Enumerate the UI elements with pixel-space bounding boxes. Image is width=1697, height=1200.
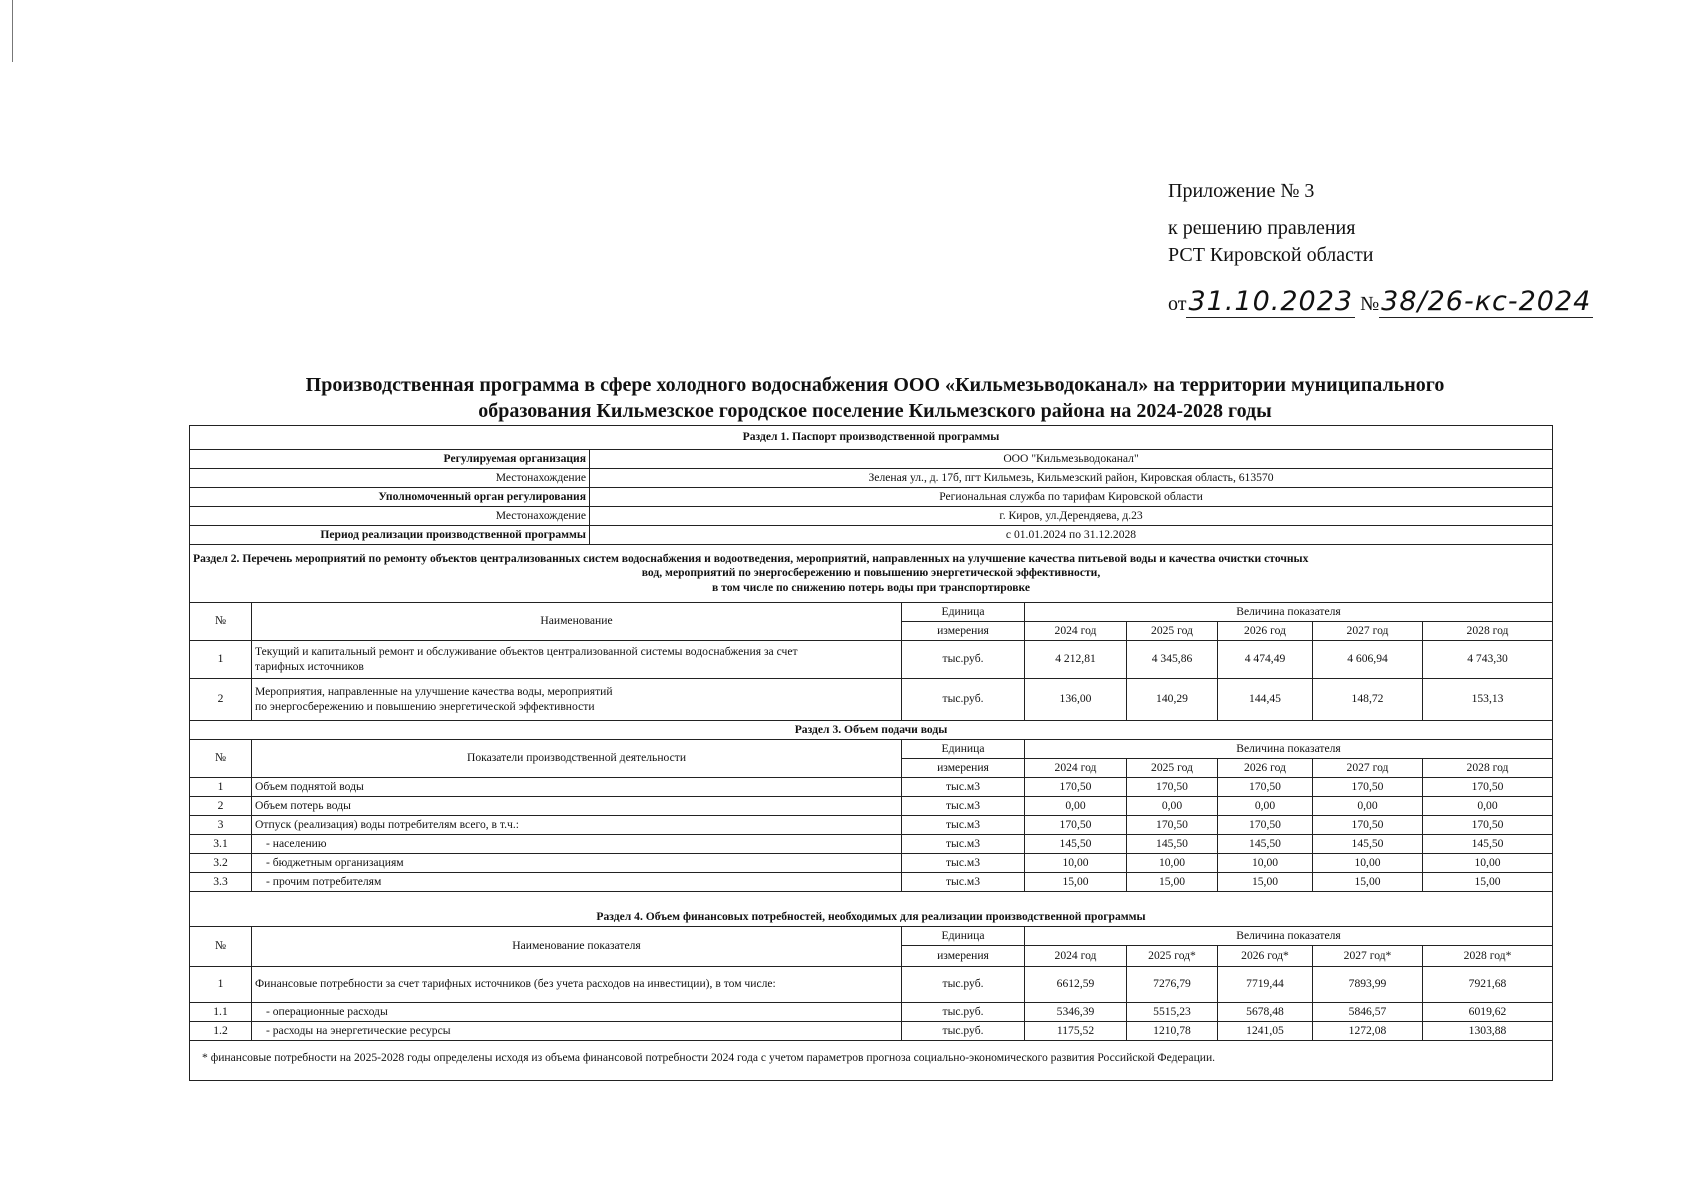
row-value: 4 212,81 bbox=[1025, 641, 1127, 679]
column-year: 2026 год bbox=[1218, 622, 1313, 641]
table-row bbox=[190, 778, 1553, 797]
column-year: 2028 год bbox=[1423, 759, 1553, 778]
passport-row bbox=[190, 526, 1553, 545]
row-unit: тыс.м3 bbox=[902, 816, 1025, 835]
row-value: 170,50 bbox=[1423, 778, 1553, 797]
column-name: Наименование bbox=[252, 603, 902, 641]
column-year: 2027 год bbox=[1313, 759, 1423, 778]
column-year: 2027 год* bbox=[1313, 946, 1423, 967]
row-value: 7719,44 bbox=[1218, 967, 1313, 1003]
column-year: 2027 год bbox=[1313, 622, 1423, 641]
passport-row bbox=[190, 507, 1553, 526]
row-value: 10,00 bbox=[1423, 854, 1553, 873]
table-row bbox=[190, 679, 1553, 721]
row-value: 0,00 bbox=[1218, 797, 1313, 816]
row-name-line-2: по энергосбережению и повышению энергетической эффективности bbox=[255, 699, 595, 713]
row-unit: тыс.м3 bbox=[902, 873, 1025, 892]
table-row bbox=[190, 967, 1553, 1003]
passport-row bbox=[190, 450, 1553, 469]
column-year: 2028 год* bbox=[1423, 946, 1553, 967]
row-name: Объем потерь воды bbox=[252, 797, 902, 816]
section4-header-row bbox=[190, 927, 1553, 946]
row-value: 170,50 bbox=[1025, 778, 1127, 797]
handwritten-date: 31.10.2023 bbox=[1188, 286, 1354, 317]
table-row bbox=[190, 873, 1553, 892]
passport-label: Период реализации производственной программы bbox=[190, 526, 590, 545]
passport-value: с 01.01.2024 по 31.12.2028 bbox=[590, 526, 1553, 545]
column-unit-line-1: Единица bbox=[902, 603, 1025, 622]
row-value: 4 606,94 bbox=[1313, 641, 1423, 679]
column-value: Величина показателя bbox=[1025, 603, 1553, 622]
column-year: 2025 год bbox=[1127, 622, 1218, 641]
row-number: 3.3 bbox=[190, 873, 252, 892]
passport-value: Зеленая ул., д. 17б, пгт Кильмезь, Кильмезский район, Кировская область, 613570 bbox=[590, 469, 1553, 488]
row-value: 170,50 bbox=[1127, 816, 1218, 835]
row-name-line-1: Мероприятия, направленные на улучшение качества воды, мероприятий bbox=[255, 685, 613, 699]
row-number: 1 bbox=[190, 967, 252, 1003]
row-number: 1 bbox=[190, 778, 252, 797]
section4-heading-row bbox=[190, 892, 1553, 927]
section2-header-row bbox=[190, 603, 1553, 622]
column-year: 2024 год bbox=[1025, 759, 1127, 778]
row-value: 10,00 bbox=[1313, 854, 1423, 873]
row-value: 7893,99 bbox=[1313, 967, 1423, 1003]
row-unit: тыс.руб. bbox=[902, 1022, 1025, 1041]
row-name: - расходы на энергетические ресурсы bbox=[252, 1022, 902, 1041]
row-value: 140,29 bbox=[1127, 679, 1218, 721]
row-value: 153,13 bbox=[1423, 679, 1553, 721]
section3-heading: Раздел 3. Объем подачи воды bbox=[190, 721, 1553, 740]
authority-name: РСТ Кировской области bbox=[1168, 244, 1374, 266]
column-year: 2028 год bbox=[1423, 622, 1553, 641]
row-value: 144,45 bbox=[1218, 679, 1313, 721]
footnote: * финансовые потребности на 2025-2028 годы определены исходя из объема финансовой потребности 2024 года с учетом параметров прогноза социально-экономического развития Российской Федерации. bbox=[190, 1041, 1553, 1081]
row-value: 5515,23 bbox=[1127, 1003, 1218, 1022]
row-value: 15,00 bbox=[1423, 873, 1553, 892]
table-row bbox=[190, 816, 1553, 835]
row-unit: тыс.руб. bbox=[902, 641, 1025, 679]
passport-row bbox=[190, 488, 1553, 507]
column-name: Наименование показателя bbox=[252, 927, 902, 967]
column-year: 2026 год* bbox=[1218, 946, 1313, 967]
number-prefix: № bbox=[1360, 293, 1380, 315]
row-number: 2 bbox=[190, 797, 252, 816]
row-number: 1.2 bbox=[190, 1022, 252, 1041]
appendix-label: Приложение № 3 bbox=[1168, 180, 1315, 202]
section2-heading-row bbox=[190, 545, 1553, 603]
row-unit: тыс.руб. bbox=[902, 1003, 1025, 1022]
row-value: 4 345,86 bbox=[1127, 641, 1218, 679]
column-year: 2026 год bbox=[1218, 759, 1313, 778]
passport-value: Региональная служба по тарифам Кировской области bbox=[590, 488, 1553, 507]
row-name-line-1: Текущий и капитальный ремонт и обслуживание объектов централизованной системы водоснабжения за счет bbox=[255, 645, 798, 659]
row-value: 4 743,30 bbox=[1423, 641, 1553, 679]
row-value: 145,50 bbox=[1313, 835, 1423, 854]
row-value: 170,50 bbox=[1218, 816, 1313, 835]
row-name: Отпуск (реализация) воды потребителям всего, в т.ч.: bbox=[252, 816, 902, 835]
row-value: 170,50 bbox=[1218, 778, 1313, 797]
column-unit-line-1: Единица bbox=[902, 740, 1025, 759]
row-value: 136,00 bbox=[1025, 679, 1127, 721]
row-number: 1.1 bbox=[190, 1003, 252, 1022]
row-value: 7276,79 bbox=[1127, 967, 1218, 1003]
row-name bbox=[252, 679, 902, 721]
section3-header-row bbox=[190, 740, 1553, 759]
row-number: 1 bbox=[190, 641, 252, 679]
row-value: 0,00 bbox=[1423, 797, 1553, 816]
row-value: 170,50 bbox=[1423, 816, 1553, 835]
row-number: 3 bbox=[190, 816, 252, 835]
passport-value: ООО "Кильмезьводоканал" bbox=[590, 450, 1553, 469]
row-value: 145,50 bbox=[1423, 835, 1553, 854]
column-unit-line-1: Единица bbox=[902, 927, 1025, 946]
column-value: Величина показателя bbox=[1025, 927, 1553, 946]
decision-date-number bbox=[1168, 286, 1593, 317]
row-unit: тыс.м3 bbox=[902, 778, 1025, 797]
section1-heading: Раздел 1. Паспорт производственной программы bbox=[190, 426, 1553, 450]
row-value: 170,50 bbox=[1127, 778, 1218, 797]
scan-edge-line bbox=[12, 0, 13, 62]
row-name: - населению bbox=[252, 835, 902, 854]
table-row bbox=[190, 641, 1553, 679]
title-line-1: Производственная программа в сфере холодного водоснабжения ООО «Кильмезьводоканал» на территории муниципального bbox=[305, 374, 1445, 396]
passport-value: г. Киров, ул.Дерендяева, д.23 bbox=[590, 507, 1553, 526]
row-value: 10,00 bbox=[1127, 854, 1218, 873]
row-name: - операционные расходы bbox=[252, 1003, 902, 1022]
row-value: 10,00 bbox=[1218, 854, 1313, 873]
section2-heading-line-2: вод, мероприятий по энергосбережению и повышению энергетической эффективности, bbox=[641, 566, 1101, 580]
row-value: 0,00 bbox=[1025, 797, 1127, 816]
date-prefix: от bbox=[1168, 293, 1187, 315]
row-name: Объем поднятой воды bbox=[252, 778, 902, 797]
row-name: - бюджетным организациям bbox=[252, 854, 902, 873]
appendix-block bbox=[1168, 178, 1373, 269]
row-value: 145,50 bbox=[1127, 835, 1218, 854]
row-name: Финансовые потребности за счет тарифных источников (без учета расходов на инвестиции), в том числе: bbox=[252, 967, 902, 1003]
row-name bbox=[252, 641, 902, 679]
section2-heading bbox=[190, 545, 1553, 603]
row-value: 4 474,49 bbox=[1218, 641, 1313, 679]
column-unit-line-2: измерения bbox=[902, 622, 1025, 641]
column-number: № bbox=[190, 740, 252, 778]
row-value: 5846,57 bbox=[1313, 1003, 1423, 1022]
row-number: 3.1 bbox=[190, 835, 252, 854]
row-number: 3.2 bbox=[190, 854, 252, 873]
section2-heading-line-3: в том числе по снижению потерь воды при транспортировке bbox=[712, 580, 1031, 594]
row-name: - прочим потребителям bbox=[252, 873, 902, 892]
row-value: 15,00 bbox=[1313, 873, 1423, 892]
row-value: 6019,62 bbox=[1423, 1003, 1553, 1022]
row-value: 5678,48 bbox=[1218, 1003, 1313, 1022]
passport-label: Регулируемая организация bbox=[190, 450, 590, 469]
section3-heading-row bbox=[190, 721, 1553, 740]
row-unit: тыс.руб. bbox=[902, 679, 1025, 721]
column-unit-line-2: измерения bbox=[902, 759, 1025, 778]
row-value: 1272,08 bbox=[1313, 1022, 1423, 1041]
column-number: № bbox=[190, 927, 252, 967]
document-title bbox=[180, 372, 1570, 424]
row-value: 7921,68 bbox=[1423, 967, 1553, 1003]
column-year: 2024 год bbox=[1025, 622, 1127, 641]
row-value: 145,50 bbox=[1025, 835, 1127, 854]
table-row bbox=[190, 835, 1553, 854]
row-number: 2 bbox=[190, 679, 252, 721]
row-unit: тыс.м3 bbox=[902, 854, 1025, 873]
row-value: 15,00 bbox=[1025, 873, 1127, 892]
passport-label: Местонахождение bbox=[190, 507, 590, 526]
section2-heading-line-1: Раздел 2. Перечень мероприятий по ремонту объектов централизованных систем водоснабжения и водоотведения, мероприятий, направленных на улучшение качества питьевой воды и качества очистки сточных bbox=[193, 551, 1309, 565]
table-row bbox=[190, 797, 1553, 816]
column-unit-line-2: измерения bbox=[902, 946, 1025, 967]
row-name-line-2: тарифных источников bbox=[255, 659, 364, 673]
passport-row bbox=[190, 469, 1553, 488]
table-row bbox=[190, 1022, 1553, 1041]
row-value: 145,50 bbox=[1218, 835, 1313, 854]
row-value: 1241,05 bbox=[1218, 1022, 1313, 1041]
row-unit: тыс.руб. bbox=[902, 967, 1025, 1003]
row-value: 10,00 bbox=[1025, 854, 1127, 873]
column-year: 2024 год bbox=[1025, 946, 1127, 967]
footnote-row bbox=[190, 1041, 1553, 1081]
decision-reference: к решению правления bbox=[1168, 217, 1356, 239]
row-value: 0,00 bbox=[1313, 797, 1423, 816]
production-program-table bbox=[189, 425, 1553, 1081]
title-line-2: образования Кильмезское городское поселение Кильмезского района на 2024-2028 годы bbox=[478, 400, 1272, 422]
column-year: 2025 год* bbox=[1127, 946, 1218, 967]
row-value: 148,72 bbox=[1313, 679, 1423, 721]
passport-label: Местонахождение bbox=[190, 469, 590, 488]
row-value: 170,50 bbox=[1313, 816, 1423, 835]
passport-label: Уполномоченный орган регулирования bbox=[190, 488, 590, 507]
row-value: 15,00 bbox=[1218, 873, 1313, 892]
column-name: Показатели производственной деятельности bbox=[252, 740, 902, 778]
table-row bbox=[190, 1003, 1553, 1022]
handwritten-number: 38/26-кс-2024 bbox=[1381, 286, 1592, 317]
section1-heading-row bbox=[190, 426, 1553, 450]
table-row bbox=[190, 854, 1553, 873]
row-value: 5346,39 bbox=[1025, 1003, 1127, 1022]
column-number: № bbox=[190, 603, 252, 641]
row-value: 0,00 bbox=[1127, 797, 1218, 816]
section4-heading: Раздел 4. Объем финансовых потребностей, необходимых для реализации производственной программы bbox=[190, 892, 1553, 927]
row-value: 6612,59 bbox=[1025, 967, 1127, 1003]
column-year: 2025 год bbox=[1127, 759, 1218, 778]
row-value: 1303,88 bbox=[1423, 1022, 1553, 1041]
row-value: 170,50 bbox=[1025, 816, 1127, 835]
row-value: 170,50 bbox=[1313, 778, 1423, 797]
row-unit: тыс.м3 bbox=[902, 835, 1025, 854]
row-value: 15,00 bbox=[1127, 873, 1218, 892]
column-value: Величина показателя bbox=[1025, 740, 1553, 759]
row-value: 1175,52 bbox=[1025, 1022, 1127, 1041]
row-unit: тыс.м3 bbox=[902, 797, 1025, 816]
row-value: 1210,78 bbox=[1127, 1022, 1218, 1041]
